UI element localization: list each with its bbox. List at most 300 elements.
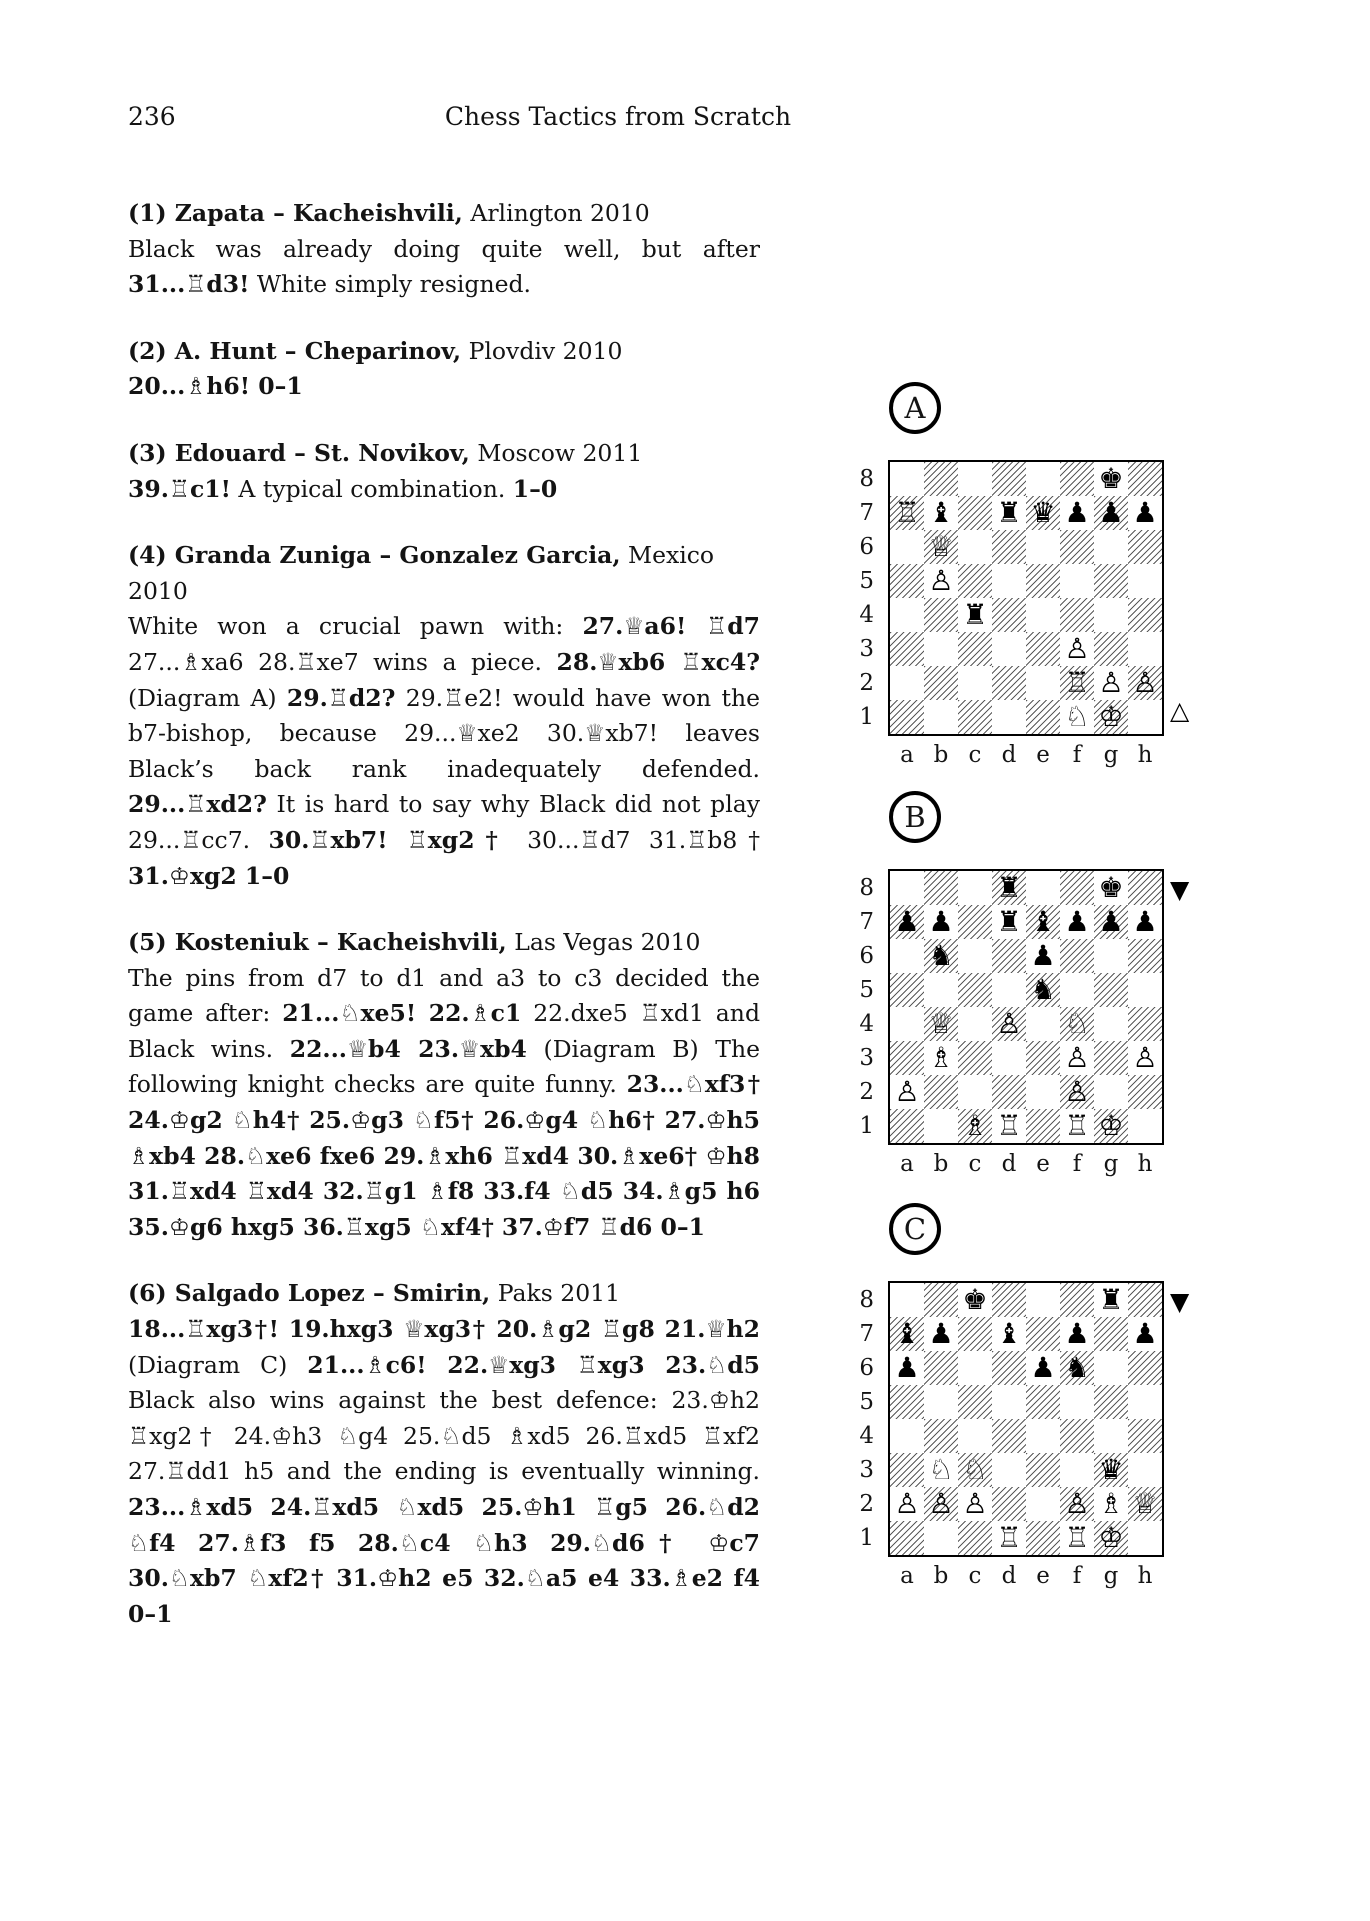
black-rook-icon: ♜ bbox=[1098, 1283, 1124, 1316]
text-segment: 21...♘xe5! 22.♗c1 bbox=[282, 999, 522, 1028]
square-h3 bbox=[1128, 1041, 1162, 1075]
square-b6 bbox=[924, 530, 958, 564]
square-e3 bbox=[1026, 1453, 1060, 1487]
square-h2 bbox=[1128, 666, 1162, 700]
square-g8 bbox=[1094, 1283, 1128, 1317]
square-d3 bbox=[992, 632, 1026, 666]
square-c2 bbox=[958, 1487, 992, 1521]
rank-label: 4 bbox=[859, 1423, 874, 1449]
file-label: f bbox=[1072, 742, 1082, 768]
file-label: g bbox=[1103, 1563, 1119, 1589]
file-label: g bbox=[1103, 1151, 1119, 1177]
square-c5 bbox=[958, 564, 992, 598]
square-b3 bbox=[924, 632, 958, 666]
square-c6 bbox=[958, 1351, 992, 1385]
white-rook-icon: ♖ bbox=[1064, 1521, 1090, 1554]
square-a1 bbox=[890, 1521, 924, 1555]
rank-label: 3 bbox=[859, 1457, 874, 1483]
square-e4 bbox=[1026, 1007, 1060, 1041]
square-g7 bbox=[1094, 905, 1128, 939]
square-b4 bbox=[924, 598, 958, 632]
black-king-icon: ♚ bbox=[1098, 462, 1124, 495]
square-g5 bbox=[1094, 1385, 1128, 1419]
file-label: f bbox=[1072, 1151, 1082, 1177]
white-pawn-icon: ♙ bbox=[1064, 1075, 1090, 1108]
black-bishop-icon: ♝ bbox=[1030, 905, 1056, 938]
square-f1 bbox=[1060, 1109, 1094, 1143]
square-a5 bbox=[890, 973, 924, 1007]
file-label: d bbox=[1001, 742, 1017, 768]
diagram-label-circle bbox=[889, 1203, 941, 1255]
square-c1 bbox=[958, 1521, 992, 1555]
black-bishop-icon: ♝ bbox=[894, 1317, 920, 1350]
square-a5 bbox=[890, 564, 924, 598]
square-h3 bbox=[1128, 1453, 1162, 1487]
diagram-c bbox=[848, 1203, 1218, 1607]
white-knight-icon: ♘ bbox=[962, 1453, 988, 1486]
square-c1 bbox=[958, 700, 992, 734]
square-d7 bbox=[992, 496, 1026, 530]
white-rook-icon: ♖ bbox=[996, 1109, 1022, 1142]
square-g1 bbox=[1094, 1521, 1128, 1555]
text-segment: 22.dxe5 ♖xd1 and Black wins. bbox=[128, 999, 760, 1063]
square-h4 bbox=[1128, 598, 1162, 632]
square-f6 bbox=[1060, 1351, 1094, 1385]
square-h5 bbox=[1128, 564, 1162, 598]
square-a2 bbox=[890, 666, 924, 700]
square-f2 bbox=[1060, 1487, 1094, 1521]
file-label: d bbox=[1001, 1563, 1017, 1589]
square-d1 bbox=[992, 1521, 1026, 1555]
square-a4 bbox=[890, 598, 924, 632]
square-b7 bbox=[924, 1317, 958, 1351]
text-segment: 22...♕b4 23.♕xb4 bbox=[289, 1034, 527, 1063]
solution-venue: Paks 2011 bbox=[490, 1279, 621, 1308]
square-c4 bbox=[958, 598, 992, 632]
square-f1 bbox=[1060, 1521, 1094, 1555]
square-h8 bbox=[1128, 871, 1162, 905]
square-e4 bbox=[1026, 598, 1060, 632]
text-segment: Black also wins against the best defence: 23.♔h2 ♖xg2† 24.♔h3 ♘g4 25.♘d5 ♗xd5 26.♖xd5 ♖xf2 27.♖dd1 h5 and the ending is eventually winning. bbox=[128, 1386, 760, 1486]
solution-1 bbox=[128, 196, 760, 303]
black-pawn-icon: ♟ bbox=[1098, 905, 1124, 938]
square-d5 bbox=[992, 564, 1026, 598]
chess-board bbox=[888, 869, 1164, 1145]
solution-heading bbox=[128, 538, 760, 609]
square-b5 bbox=[924, 973, 958, 1007]
text-segment: White simply resigned. bbox=[249, 270, 531, 299]
file-label: h bbox=[1137, 742, 1153, 768]
square-e6 bbox=[1026, 530, 1060, 564]
square-c2 bbox=[958, 666, 992, 700]
square-b6 bbox=[924, 1351, 958, 1385]
square-a3 bbox=[890, 632, 924, 666]
square-e5 bbox=[1026, 973, 1060, 1007]
square-c5 bbox=[958, 1385, 992, 1419]
text-segment: 21...♗c6! 22.♕xg3 ♖xg3 23.♘d5 bbox=[307, 1350, 760, 1379]
square-g2 bbox=[1094, 1487, 1128, 1521]
square-h5 bbox=[1128, 973, 1162, 1007]
black-bishop-icon: ♝ bbox=[996, 1317, 1022, 1350]
black-pawn-icon: ♟ bbox=[928, 1317, 954, 1350]
square-d2 bbox=[992, 1487, 1026, 1521]
white-queen-icon: ♕ bbox=[928, 1007, 954, 1040]
black-to-move-icon: ▼ bbox=[1170, 1287, 1190, 1316]
rank-label: 7 bbox=[859, 909, 874, 935]
square-d4 bbox=[992, 598, 1026, 632]
square-b8 bbox=[924, 462, 958, 496]
square-d8 bbox=[992, 1283, 1026, 1317]
square-c1 bbox=[958, 1109, 992, 1143]
square-b6 bbox=[924, 939, 958, 973]
file-label: a bbox=[900, 1151, 914, 1177]
square-c3 bbox=[958, 632, 992, 666]
white-pawn-icon: ♙ bbox=[894, 1075, 920, 1108]
diagram-label: B bbox=[904, 800, 926, 834]
square-d5 bbox=[992, 1385, 1026, 1419]
square-h5 bbox=[1128, 1385, 1162, 1419]
white-pawn-icon: ♙ bbox=[1064, 1487, 1090, 1520]
white-pawn-icon: ♙ bbox=[962, 1487, 988, 1520]
square-f3 bbox=[1060, 1453, 1094, 1487]
text-segment: 1–0 bbox=[512, 474, 558, 503]
square-a3 bbox=[890, 1453, 924, 1487]
square-h7 bbox=[1128, 496, 1162, 530]
white-pawn-icon: ♙ bbox=[1064, 1041, 1090, 1074]
square-h2 bbox=[1128, 1075, 1162, 1109]
file-label: c bbox=[968, 1563, 982, 1589]
rank-label: 2 bbox=[859, 670, 874, 696]
black-rook-icon: ♜ bbox=[996, 871, 1022, 904]
square-h7 bbox=[1128, 1317, 1162, 1351]
square-h2 bbox=[1128, 1487, 1162, 1521]
text-segment: 30.♖xb7! ♖xg2† bbox=[268, 825, 509, 854]
square-g5 bbox=[1094, 564, 1128, 598]
square-h6 bbox=[1128, 939, 1162, 973]
white-bishop-icon: ♗ bbox=[962, 1109, 988, 1142]
square-b8 bbox=[924, 871, 958, 905]
square-f4 bbox=[1060, 1419, 1094, 1453]
file-label: b bbox=[933, 742, 949, 768]
square-h1 bbox=[1128, 700, 1162, 734]
solution-text bbox=[128, 609, 760, 894]
square-g1 bbox=[1094, 700, 1128, 734]
square-d8 bbox=[992, 462, 1026, 496]
text-segment: 20...♗h6! 0–1 bbox=[128, 372, 303, 401]
square-a7 bbox=[890, 496, 924, 530]
square-f5 bbox=[1060, 973, 1094, 1007]
black-pawn-icon: ♟ bbox=[1030, 939, 1056, 972]
square-g2 bbox=[1094, 1075, 1128, 1109]
square-b3 bbox=[924, 1041, 958, 1075]
square-a3 bbox=[890, 1041, 924, 1075]
rank-label: 5 bbox=[859, 977, 874, 1003]
square-f2 bbox=[1060, 1075, 1094, 1109]
black-pawn-icon: ♟ bbox=[1132, 905, 1158, 938]
square-g3 bbox=[1094, 1453, 1128, 1487]
file-label: f bbox=[1072, 1563, 1082, 1589]
solutions-column bbox=[128, 196, 760, 1663]
black-pawn-icon: ♟ bbox=[1064, 905, 1090, 938]
square-g6 bbox=[1094, 1351, 1128, 1385]
square-h3 bbox=[1128, 632, 1162, 666]
file-label: b bbox=[933, 1151, 949, 1177]
square-a2 bbox=[890, 1075, 924, 1109]
text-segment: White won a crucial pawn with: bbox=[128, 612, 583, 641]
square-f5 bbox=[1060, 1385, 1094, 1419]
solution-heading bbox=[128, 1276, 760, 1312]
page-number: 236 bbox=[128, 102, 176, 131]
white-queen-icon: ♕ bbox=[1132, 1487, 1158, 1520]
square-e2 bbox=[1026, 1487, 1060, 1521]
square-f6 bbox=[1060, 530, 1094, 564]
solution-players: (3) Edouard – St. Novikov, bbox=[128, 438, 470, 467]
square-b4 bbox=[924, 1007, 958, 1041]
white-bishop-icon: ♗ bbox=[1098, 1487, 1124, 1520]
rank-label: 3 bbox=[859, 1045, 874, 1071]
square-e8 bbox=[1026, 871, 1060, 905]
square-b5 bbox=[924, 1385, 958, 1419]
file-labels bbox=[890, 1563, 1162, 1589]
black-king-icon: ♚ bbox=[962, 1283, 988, 1316]
square-c8 bbox=[958, 871, 992, 905]
black-pawn-icon: ♟ bbox=[1064, 496, 1090, 529]
text-segment: (Diagram B) The following knight checks are quite funny. bbox=[128, 1034, 761, 1099]
rank-label: 6 bbox=[859, 1355, 874, 1381]
black-rook-icon: ♜ bbox=[996, 905, 1022, 938]
square-c7 bbox=[958, 905, 992, 939]
solution-venue: Plovdiv 2010 bbox=[461, 336, 623, 365]
square-a4 bbox=[890, 1007, 924, 1041]
square-d6 bbox=[992, 939, 1026, 973]
square-b8 bbox=[924, 1283, 958, 1317]
square-a6 bbox=[890, 1351, 924, 1385]
square-b7 bbox=[924, 905, 958, 939]
square-b7 bbox=[924, 496, 958, 530]
square-g7 bbox=[1094, 496, 1128, 530]
square-c3 bbox=[958, 1041, 992, 1075]
black-pawn-icon: ♟ bbox=[928, 905, 954, 938]
solution-venue: Moscow 2011 bbox=[469, 438, 643, 467]
file-label: c bbox=[968, 1151, 982, 1177]
square-a2 bbox=[890, 1487, 924, 1521]
text-segment: 18...♖xg3†! 19.hxg3 ♕xg3† 20.♗g2 ♖g8 21.♕h2 bbox=[128, 1315, 760, 1344]
solution-venue: Arlington 2010 bbox=[462, 199, 650, 227]
black-queen-icon: ♛ bbox=[1030, 496, 1056, 529]
square-a6 bbox=[890, 939, 924, 973]
rank-label: 6 bbox=[859, 534, 874, 560]
square-d8 bbox=[992, 871, 1026, 905]
square-b2 bbox=[924, 666, 958, 700]
rank-label: 3 bbox=[859, 636, 874, 662]
file-labels bbox=[890, 742, 1162, 768]
black-pawn-icon: ♟ bbox=[1132, 1317, 1158, 1350]
square-e7 bbox=[1026, 496, 1060, 530]
square-f2 bbox=[1060, 666, 1094, 700]
black-knight-icon: ♞ bbox=[1030, 973, 1056, 1006]
square-h8 bbox=[1128, 462, 1162, 496]
rank-label: 5 bbox=[859, 568, 874, 594]
diagram-label-circle bbox=[889, 382, 941, 434]
solution-heading bbox=[128, 925, 760, 961]
solution-venue: Mexico 2010 bbox=[128, 541, 715, 605]
square-a6 bbox=[890, 530, 924, 564]
file-label: h bbox=[1137, 1563, 1153, 1589]
square-d3 bbox=[992, 1041, 1026, 1075]
square-e7 bbox=[1026, 1317, 1060, 1351]
square-c7 bbox=[958, 1317, 992, 1351]
square-g8 bbox=[1094, 462, 1128, 496]
solution-text bbox=[128, 232, 760, 303]
white-pawn-icon: ♙ bbox=[1098, 666, 1124, 699]
black-bishop-icon: ♝ bbox=[928, 496, 954, 529]
square-d3 bbox=[992, 1453, 1026, 1487]
solution-players: (4) Granda Zuniga – Gonzalez Garcia, bbox=[128, 541, 621, 570]
square-c2 bbox=[958, 1075, 992, 1109]
black-to-move-icon: ▼ bbox=[1170, 875, 1190, 904]
square-h1 bbox=[1128, 1521, 1162, 1555]
black-rook-icon: ♜ bbox=[996, 496, 1022, 529]
square-a5 bbox=[890, 1385, 924, 1419]
solution-heading bbox=[128, 436, 760, 472]
black-pawn-icon: ♟ bbox=[894, 1351, 920, 1384]
square-d1 bbox=[992, 1109, 1026, 1143]
square-h4 bbox=[1128, 1419, 1162, 1453]
square-g4 bbox=[1094, 1419, 1128, 1453]
square-e4 bbox=[1026, 1419, 1060, 1453]
white-pawn-icon: ♙ bbox=[928, 564, 954, 597]
rank-label: 2 bbox=[859, 1491, 874, 1517]
white-pawn-icon: ♙ bbox=[894, 1487, 920, 1520]
white-rook-icon: ♖ bbox=[1064, 1109, 1090, 1142]
solution-heading bbox=[128, 196, 760, 232]
square-f3 bbox=[1060, 1041, 1094, 1075]
square-e2 bbox=[1026, 1075, 1060, 1109]
diagram-label: A bbox=[904, 391, 926, 425]
rank-label: 2 bbox=[859, 1079, 874, 1105]
white-rook-icon: ♖ bbox=[894, 496, 920, 529]
rank-label: 8 bbox=[859, 1287, 874, 1313]
text-segment: 27...♗xa6 28.♖xe7 wins a piece. bbox=[128, 647, 557, 676]
text-segment: 29.♖e2! would have won the b7-bishop, because 29...♕xe2 30.♕xb7! leaves Black’s back rank inadequately defended. bbox=[128, 683, 761, 783]
text-segment: 31.♔xg2 1–0 bbox=[128, 861, 290, 890]
rank-label: 8 bbox=[859, 466, 874, 492]
white-knight-icon: ♘ bbox=[1064, 700, 1090, 733]
black-pawn-icon: ♟ bbox=[1064, 1317, 1090, 1350]
solution-players: (6) Salgado Lopez – Smirin, bbox=[128, 1279, 491, 1308]
rank-label: 1 bbox=[859, 704, 874, 730]
diagram-b bbox=[848, 791, 1218, 1195]
solution-text bbox=[128, 961, 760, 1246]
diagram-a bbox=[848, 382, 1218, 786]
solution-4 bbox=[128, 538, 760, 894]
square-c8 bbox=[958, 462, 992, 496]
square-f8 bbox=[1060, 1283, 1094, 1317]
rank-label: 5 bbox=[859, 1389, 874, 1415]
square-e5 bbox=[1026, 564, 1060, 598]
square-d5 bbox=[992, 973, 1026, 1007]
square-f7 bbox=[1060, 496, 1094, 530]
rank-label: 4 bbox=[859, 602, 874, 628]
white-pawn-icon: ♙ bbox=[1132, 1041, 1158, 1074]
black-knight-icon: ♞ bbox=[1064, 1351, 1090, 1384]
text-segment: A typical combination. bbox=[230, 474, 513, 503]
square-g2 bbox=[1094, 666, 1128, 700]
file-label: b bbox=[933, 1563, 949, 1589]
rank-label: 1 bbox=[859, 1113, 874, 1139]
square-d2 bbox=[992, 666, 1026, 700]
square-c8 bbox=[958, 1283, 992, 1317]
square-h6 bbox=[1128, 1351, 1162, 1385]
file-labels bbox=[890, 1151, 1162, 1177]
text-segment: 29.♖d2? bbox=[286, 683, 396, 712]
black-queen-icon: ♛ bbox=[1098, 1453, 1124, 1486]
black-pawn-icon: ♟ bbox=[1030, 1351, 1056, 1384]
text-segment: 29...♖xd2? bbox=[128, 790, 267, 819]
white-knight-icon: ♘ bbox=[928, 1453, 954, 1486]
square-c3 bbox=[958, 1453, 992, 1487]
square-g3 bbox=[1094, 1041, 1128, 1075]
square-e1 bbox=[1026, 1109, 1060, 1143]
square-b1 bbox=[924, 1109, 958, 1143]
file-label: e bbox=[1036, 1151, 1050, 1177]
square-b1 bbox=[924, 1521, 958, 1555]
text-segment: 28.♕xb6 ♖xc4? bbox=[556, 647, 761, 676]
white-rook-icon: ♖ bbox=[1064, 666, 1090, 699]
text-segment: It is hard to say why Black did not play 29...♖cc7. bbox=[128, 790, 760, 854]
white-queen-icon: ♕ bbox=[928, 530, 954, 563]
square-g6 bbox=[1094, 530, 1128, 564]
square-d6 bbox=[992, 530, 1026, 564]
book-title: Chess Tactics from Scratch bbox=[444, 102, 792, 131]
text-segment: 23...♗xd5 24.♖xd5 ♘xd5 25.♔h1 ♖g5 26.♘d2 ♘f4 27.♗f3 f5 28.♘c4 ♘h3 29.♘d6† ♔c7 30.♘xb7 ♘xf2† 31.♔h2 e5 32.♘a5 e4 33.♗e2 f4 0–1 bbox=[128, 1493, 760, 1628]
solution-6 bbox=[128, 1276, 760, 1632]
square-e2 bbox=[1026, 666, 1060, 700]
square-a8 bbox=[890, 1283, 924, 1317]
square-d6 bbox=[992, 1351, 1026, 1385]
square-h4 bbox=[1128, 1007, 1162, 1041]
solution-5 bbox=[128, 925, 760, 1245]
square-f8 bbox=[1060, 871, 1094, 905]
square-a7 bbox=[890, 1317, 924, 1351]
white-pawn-icon: ♙ bbox=[928, 1487, 954, 1520]
square-f4 bbox=[1060, 598, 1094, 632]
text-segment: (Diagram A) bbox=[128, 683, 287, 712]
square-e3 bbox=[1026, 632, 1060, 666]
solution-text bbox=[128, 369, 760, 405]
square-b1 bbox=[924, 700, 958, 734]
solution-text bbox=[128, 472, 760, 508]
square-b5 bbox=[924, 564, 958, 598]
rank-labels bbox=[848, 462, 886, 734]
square-g7 bbox=[1094, 1317, 1128, 1351]
square-e8 bbox=[1026, 462, 1060, 496]
solution-text bbox=[128, 1312, 760, 1632]
square-f8 bbox=[1060, 462, 1094, 496]
square-e1 bbox=[1026, 700, 1060, 734]
white-knight-icon: ♘ bbox=[1064, 1007, 1090, 1040]
file-label: a bbox=[900, 1563, 914, 1589]
text-segment: Black was already doing quite well, but after bbox=[128, 234, 760, 263]
solution-venue: Las Vegas 2010 bbox=[506, 928, 701, 957]
square-e3 bbox=[1026, 1041, 1060, 1075]
square-c4 bbox=[958, 1007, 992, 1041]
square-d7 bbox=[992, 905, 1026, 939]
square-g3 bbox=[1094, 632, 1128, 666]
solution-players: (5) Kosteniuk – Kacheishvili, bbox=[128, 928, 507, 957]
text-segment: 30...♖d7 31.♖b8† bbox=[508, 825, 760, 854]
square-f6 bbox=[1060, 939, 1094, 973]
